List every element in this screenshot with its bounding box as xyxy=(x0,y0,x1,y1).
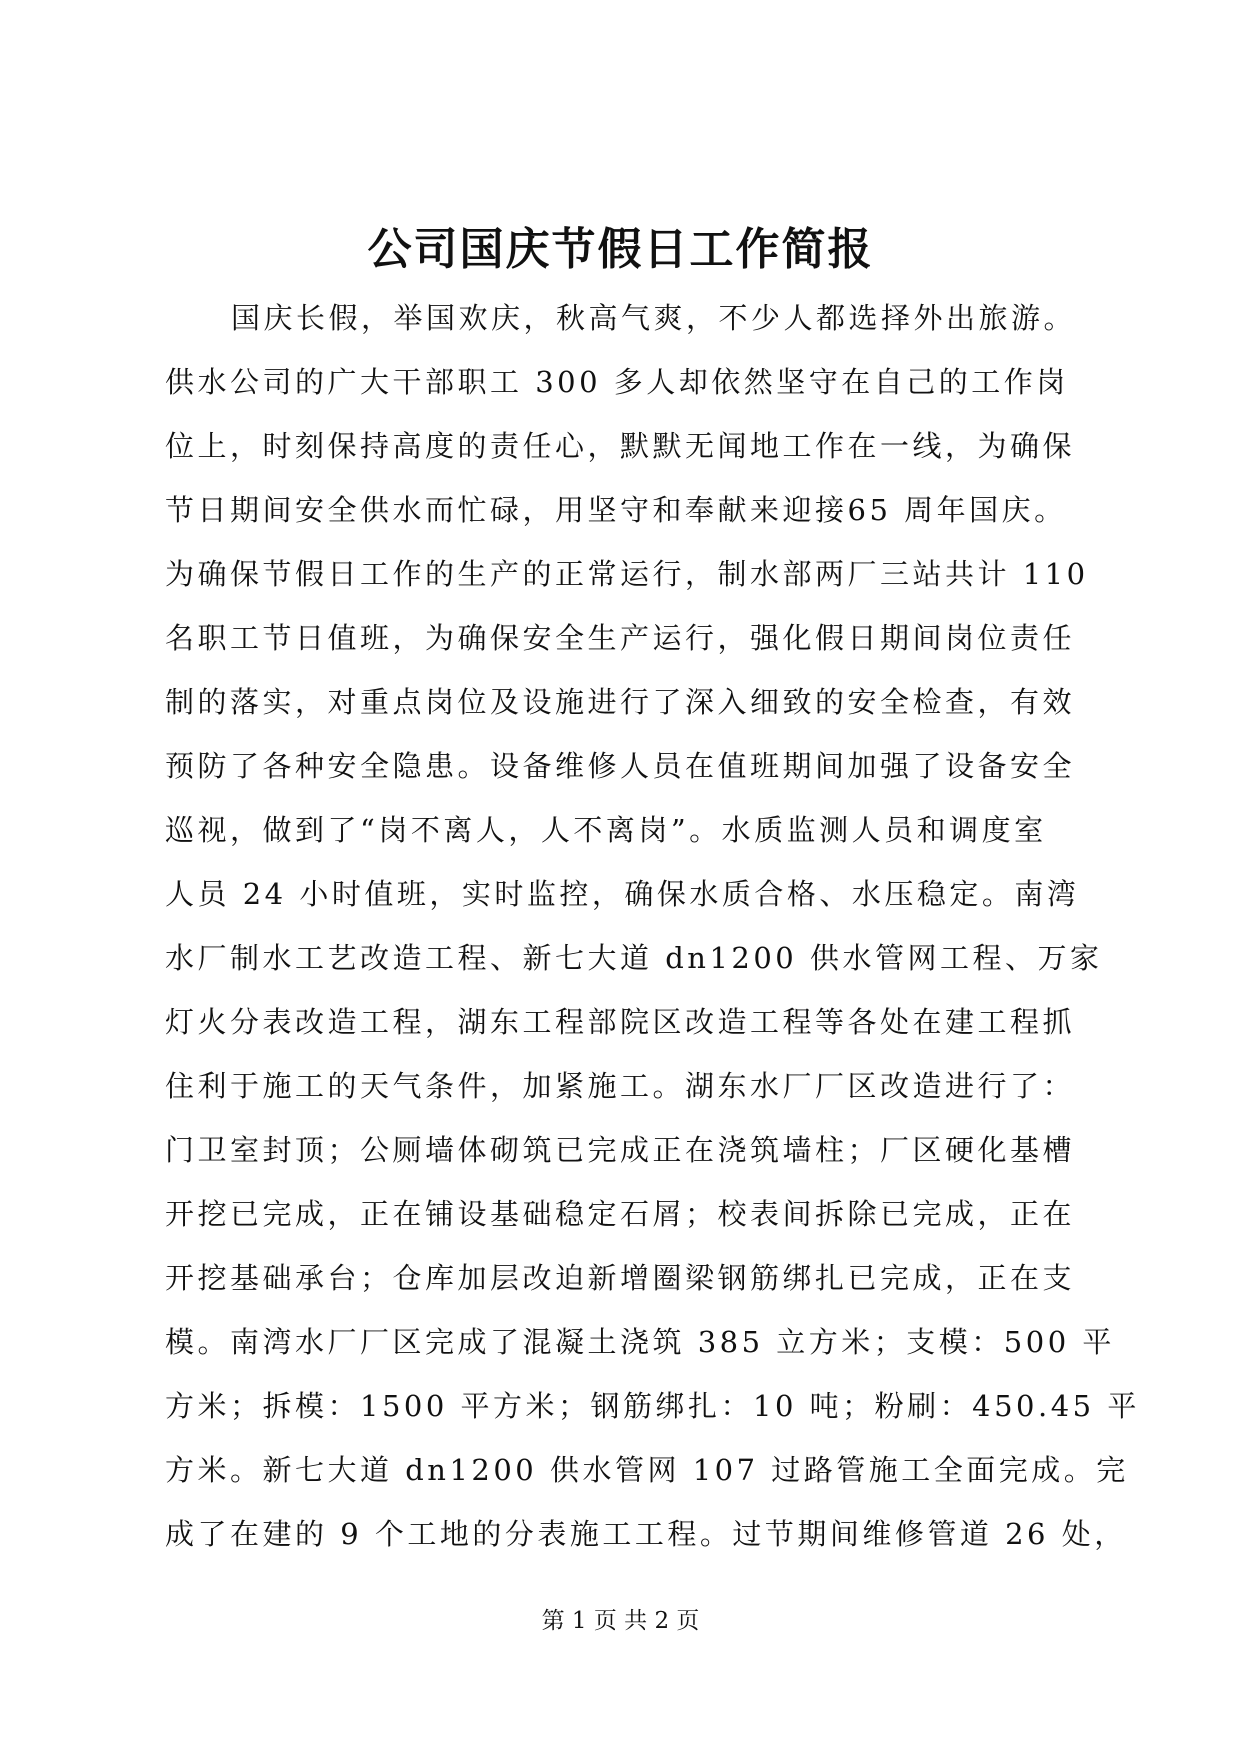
page-footer: 第 1 页 共 2 页 xyxy=(541,1608,700,1634)
body-line: 住利于施工的天气条件，加紧施工。湖东水厂厂区改造进行了： xyxy=(165,1069,1076,1103)
body-line: 制的落实，对重点岗位及设施进行了深入细致的安全检查，有效 xyxy=(165,685,1076,719)
body-line: 灯火分表改造工程，湖东工程部院区改造工程等各处在建工程抓 xyxy=(165,1005,1076,1039)
body-line: 位上，时刻保持高度的责任心，默默无闻地工作在一线，为确保 xyxy=(165,429,1076,463)
body-line: 成了在建的 9 个工地的分表施工工程。过节期间维修管道 26 处， xyxy=(165,1517,1127,1551)
body-line: 人员 24 小时值班，实时监控，确保水质合格、水压稳定。南湾 xyxy=(165,877,1080,911)
body-line: 巡视，做到了“岗不离人，人不离岗”。水质监测人员和调度室 xyxy=(165,813,1047,847)
body-line: 方米；拆模：1500 平方米；钢筋绑扎：10 吨；粉刷：450.45 平 xyxy=(165,1389,1140,1423)
body-line: 预防了各种安全隐患。设备维修人员在值班期间加强了设备安全 xyxy=(165,749,1076,783)
document-body xyxy=(165,286,1140,1566)
body-line: 门卫室封顶；公厕墙体砌筑已完成正在浇筑墙柱；厂区硬化基槽 xyxy=(165,1133,1076,1167)
document-title: 公司国庆节假日工作简报 xyxy=(367,224,874,275)
body-line: 名职工节日值班，为确保安全生产运行，强化假日期间岗位责任 xyxy=(165,621,1076,655)
body-line: 节日期间安全供水而忙碌，用坚守和奉献来迎接65 周年国庆。 xyxy=(165,493,1067,527)
body-line: 方米。新七大道 dn1200 供水管网 107 过路管施工全面完成。完 xyxy=(165,1453,1129,1487)
body-line: 模。南湾水厂厂区完成了混凝土浇筑 385 立方米；支模：500 平 xyxy=(165,1325,1115,1359)
body-line: 供水公司的广大干部职工 300 多人却依然坚守在自己的工作岗 xyxy=(165,365,1069,399)
body-line: 为确保节假日工作的生产的正常运行，制水部两厂三站共计 110 xyxy=(165,557,1089,591)
body-line: 开挖基础承台；仓库加层改迫新增圈梁钢筋绑扎已完成，正在支 xyxy=(165,1261,1076,1295)
body-line: 水厂制水工艺改造工程、新七大道 dn1200 供水管网工程、万家 xyxy=(165,941,1103,975)
body-line: 国庆长假，举国欢庆，秋高气爽，不少人都选择外出旅游。 xyxy=(231,301,1077,335)
body-line: 开挖已完成，正在铺设基础稳定石屑；校表间拆除已完成，正在 xyxy=(165,1197,1076,1231)
